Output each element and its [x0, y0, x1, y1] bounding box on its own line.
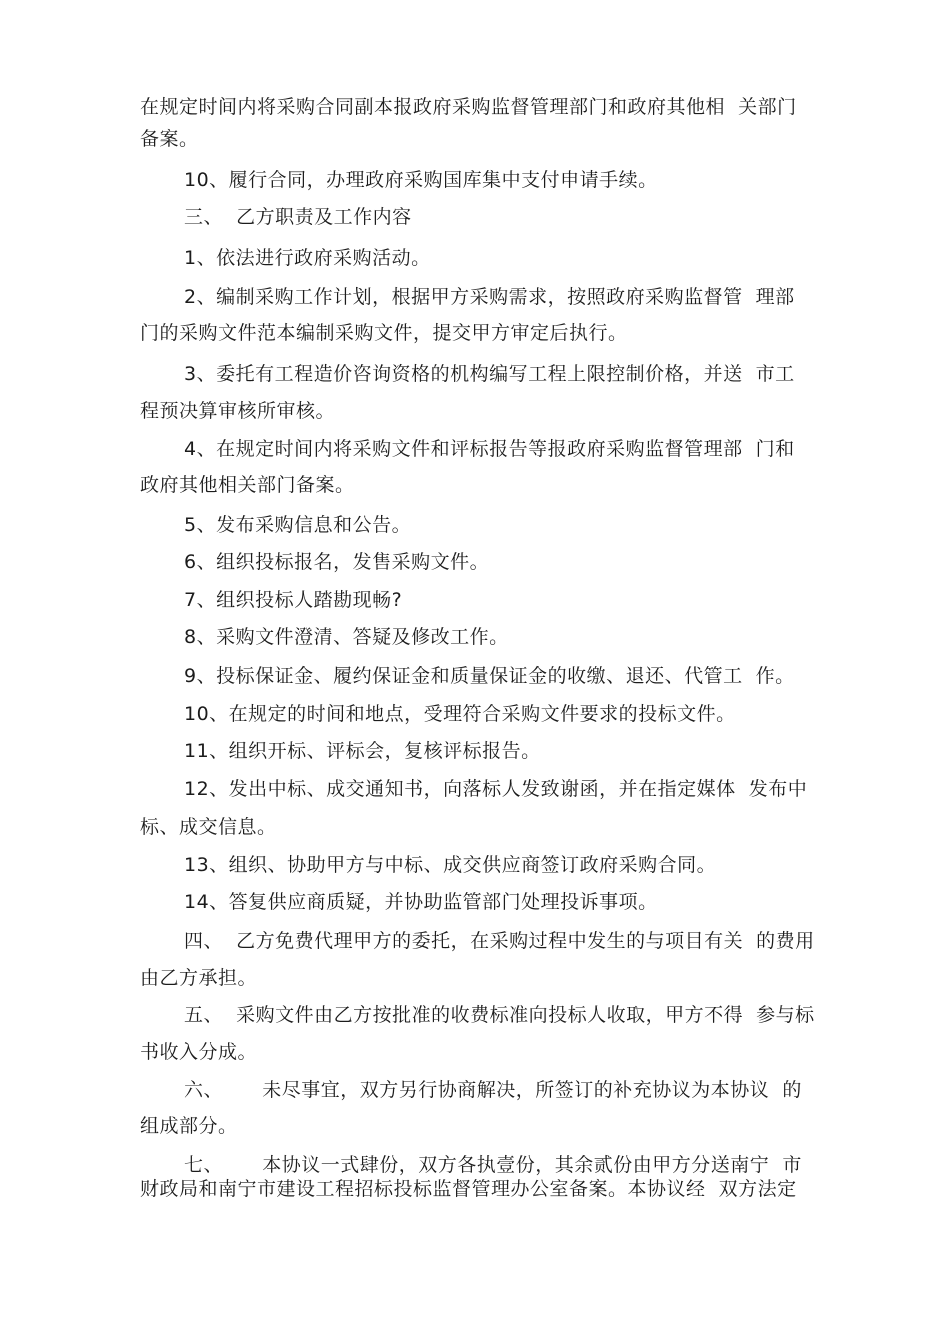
- text-line: 4、在规定时间内将采购文件和评标报告等报政府采购监督管理部 门和: [184, 438, 795, 460]
- text-line: 五、 采购文件由乙方按批准的收费标准向投标人收取，甲方不得 参与标: [184, 1004, 815, 1026]
- text-line: 11、组织开标、评标会，复核评标报告。: [184, 740, 541, 762]
- text-line: 四、 乙方免费代理甲方的委托，在采购过程中发生的与项目有关 的费用: [184, 930, 815, 952]
- text-line: 六、 未尽事宜，双方另行协商解决，所签订的补充协议为本协议 的: [184, 1079, 802, 1101]
- text-line: 12、发出中标、成交通知书，向落标人发致谢函，并在指定媒体 发布中: [184, 778, 808, 800]
- section-heading: 三、 乙方职责及工作内容: [184, 206, 412, 228]
- text-line: 七、 本协议一式肆份，双方各执壹份，其余贰份由甲方分送南宁 市: [184, 1154, 802, 1176]
- text-line: 备案。: [140, 128, 199, 150]
- text-line: 政府其他相关部门备案。: [140, 474, 355, 496]
- text-line: 10、履行合同，办理政府采购国库集中支付申请手续。: [184, 169, 658, 191]
- text-line: 书收入分成。: [140, 1041, 258, 1063]
- text-line: 10、在规定的时间和地点，受理符合采购文件要求的投标文件。: [184, 703, 736, 725]
- text-line: 7、组织投标人踏勘现畅?: [184, 589, 403, 611]
- text-line: 8、采购文件澄清、答疑及修改工作。: [184, 626, 509, 648]
- text-line: 组成部分。: [140, 1115, 238, 1137]
- text-line: 门的采购文件范本编制采购文件，提交甲方审定后执行。: [140, 322, 628, 344]
- text-line: 3、委托有工程造价咨询资格的机构编写工程上限控制价格，并送 市工: [184, 363, 795, 385]
- text-line: 标、成交信息。: [140, 816, 277, 838]
- text-line: 5、发布采购信息和公告。: [184, 514, 412, 536]
- text-line: 2、编制采购工作计划，根据甲方采购需求，按照政府采购监督管 理部: [184, 286, 795, 308]
- text-line: 13、组织、协助甲方与中标、成交供应商签订政府采购合同。: [184, 854, 717, 876]
- text-line: 9、投标保证金、履约保证金和质量保证金的收缴、退还、代管工 作。: [184, 665, 795, 687]
- text-line: 在规定时间内将采购合同副本报政府采购监督管理部门和政府其他相 关部门: [140, 96, 797, 118]
- text-line: 14、答复供应商质疑，并协助监管部门处理投诉事项。: [184, 891, 658, 913]
- text-line: 6、组织投标报名，发售采购文件。: [184, 551, 490, 573]
- text-line: 财政局和南宁市建设工程招标投标监督管理办公室备案。本协议经 双方法定: [140, 1178, 797, 1200]
- text-line: 1、依法进行政府采购活动。: [184, 247, 431, 269]
- text-line: 程预决算审核所审核。: [140, 400, 336, 422]
- text-line: 由乙方承担。: [140, 967, 258, 989]
